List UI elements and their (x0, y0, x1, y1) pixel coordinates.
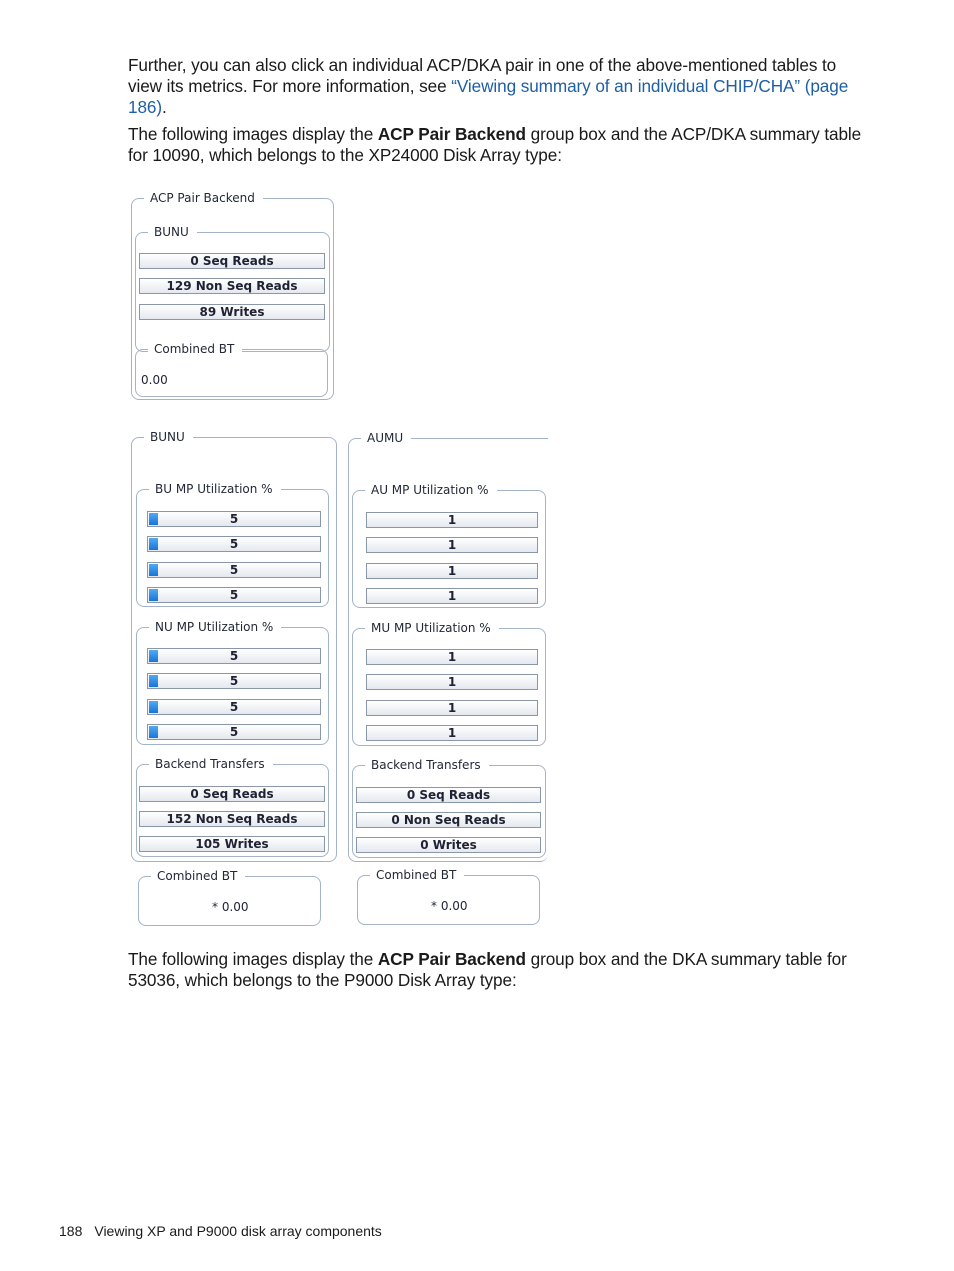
intro-text: Further, you can also click an individual ACP/DKA pair in one of the above-mentioned tables to view its metrics. For more information, see (128, 55, 837, 96)
bu-utilization-fill-2 (149, 538, 158, 550)
p9000-description: The following images display the ACP Pair Backend group box and the DKA summary table for 53036, which belongs to the P9000 Disk Array type: (128, 949, 847, 990)
nu-utilization-bar-3: 5 (147, 699, 321, 715)
nu-utilization-fill-4 (149, 726, 158, 738)
aumu-writes-bar: 0 Writes (356, 837, 541, 853)
acp-seq-reads-bar: 0 Seq Reads (139, 253, 325, 269)
mu-mp-utilization-title: MU MP Utilization % (365, 620, 499, 636)
acp-writes-bar: 89 Writes (139, 304, 325, 320)
bunu-backend-transfers-title: Backend Transfers (149, 756, 273, 772)
xp24000-description: The following images display the ACP Pair Backend group box and the ACP/DKA summary table for 10090, which belongs to the XP24000 Disk Array type: (128, 124, 862, 165)
au-utilization-bar-4: 1 (366, 588, 538, 604)
nu-utilization-fill-3 (149, 701, 158, 713)
bu-utilization-fill-4 (149, 589, 158, 601)
bu-utilization-fill-3 (149, 564, 158, 576)
bu-utilization-bar-3: 5 (147, 562, 321, 578)
acp-bunu-title: BUNU (148, 224, 197, 240)
au-utilization-bar-2: 1 (366, 537, 538, 553)
nu-utilization-fill-2 (149, 675, 158, 687)
page-number: 188 (59, 1223, 83, 1239)
acp-combined-bt-title: Combined BT (148, 341, 242, 357)
bunu-writes-bar: 105 Writes (139, 836, 325, 852)
acp-pair-backend-term: ACP Pair Backend (377, 124, 526, 144)
bunu-seq-reads-bar: 0 Seq Reads (139, 786, 325, 802)
bu-mp-utilization-title: BU MP Utilization % (149, 481, 281, 497)
bu-utilization-bar-2: 5 (147, 536, 321, 552)
bunu-combined-bt-title: Combined BT (151, 868, 245, 884)
aumu-non-seq-reads-bar: 0 Non Seq Reads (356, 812, 541, 828)
bu-utilization-bar-1: 5 (147, 511, 321, 527)
aumu-combined-bt-value: * 0.00 (431, 899, 468, 913)
au-utilization-bar-1: 1 (366, 512, 538, 528)
aumu-backend-transfers-title: Backend Transfers (365, 757, 489, 773)
nu-mp-utilization-title: NU MP Utilization % (149, 619, 281, 635)
nu-utilization-fill-1 (149, 650, 158, 662)
nu-utilization-bar-4: 5 (147, 724, 321, 740)
page-footer (59, 1222, 382, 1240)
au-utilization-bar-3: 1 (366, 563, 538, 579)
mu-utilization-bar-4: 1 (366, 725, 538, 741)
bu-utilization-bar-4: 5 (147, 587, 321, 603)
footer-section-title: Viewing XP and P9000 disk array components (94, 1223, 382, 1239)
acp-pair-backend-title: ACP Pair Backend (144, 190, 263, 206)
acp-combined-bt-value: 0.00 (141, 373, 168, 387)
intro-paragraph: Further, you can also click an individual ACP/DKA pair in one of the above-mentioned tables to view its metrics. For more information, see “Viewing summary of an individual CHIP/CHA” (page 186). (128, 55, 849, 117)
aumu-seq-reads-bar: 0 Seq Reads (356, 787, 541, 803)
acp-pair-backend-term-2: ACP Pair Backend (377, 949, 526, 969)
mu-utilization-bar-3: 1 (366, 700, 538, 716)
au-mp-utilization-title: AU MP Utilization % (365, 482, 497, 498)
bunu-title: BUNU (144, 429, 193, 445)
bu-utilization-fill-1 (149, 513, 158, 525)
mu-utilization-bar-2: 1 (366, 674, 538, 690)
nu-utilization-bar-2: 5 (147, 673, 321, 689)
bunu-non-seq-reads-bar: 152 Non Seq Reads (139, 811, 325, 827)
nu-utilization-bar-1: 5 (147, 648, 321, 664)
aumu-combined-bt-title: Combined BT (370, 867, 464, 883)
chip-cha-summary-link[interactable]: “Viewing summary of an individual CHIP/CHA” (page 186) (128, 76, 849, 117)
acp-non-seq-reads-bar: 129 Non Seq Reads (139, 278, 325, 294)
mu-utilization-bar-1: 1 (366, 649, 538, 665)
bunu-combined-bt-value: * 0.00 (212, 900, 249, 914)
aumu-title: AUMU (361, 430, 411, 446)
